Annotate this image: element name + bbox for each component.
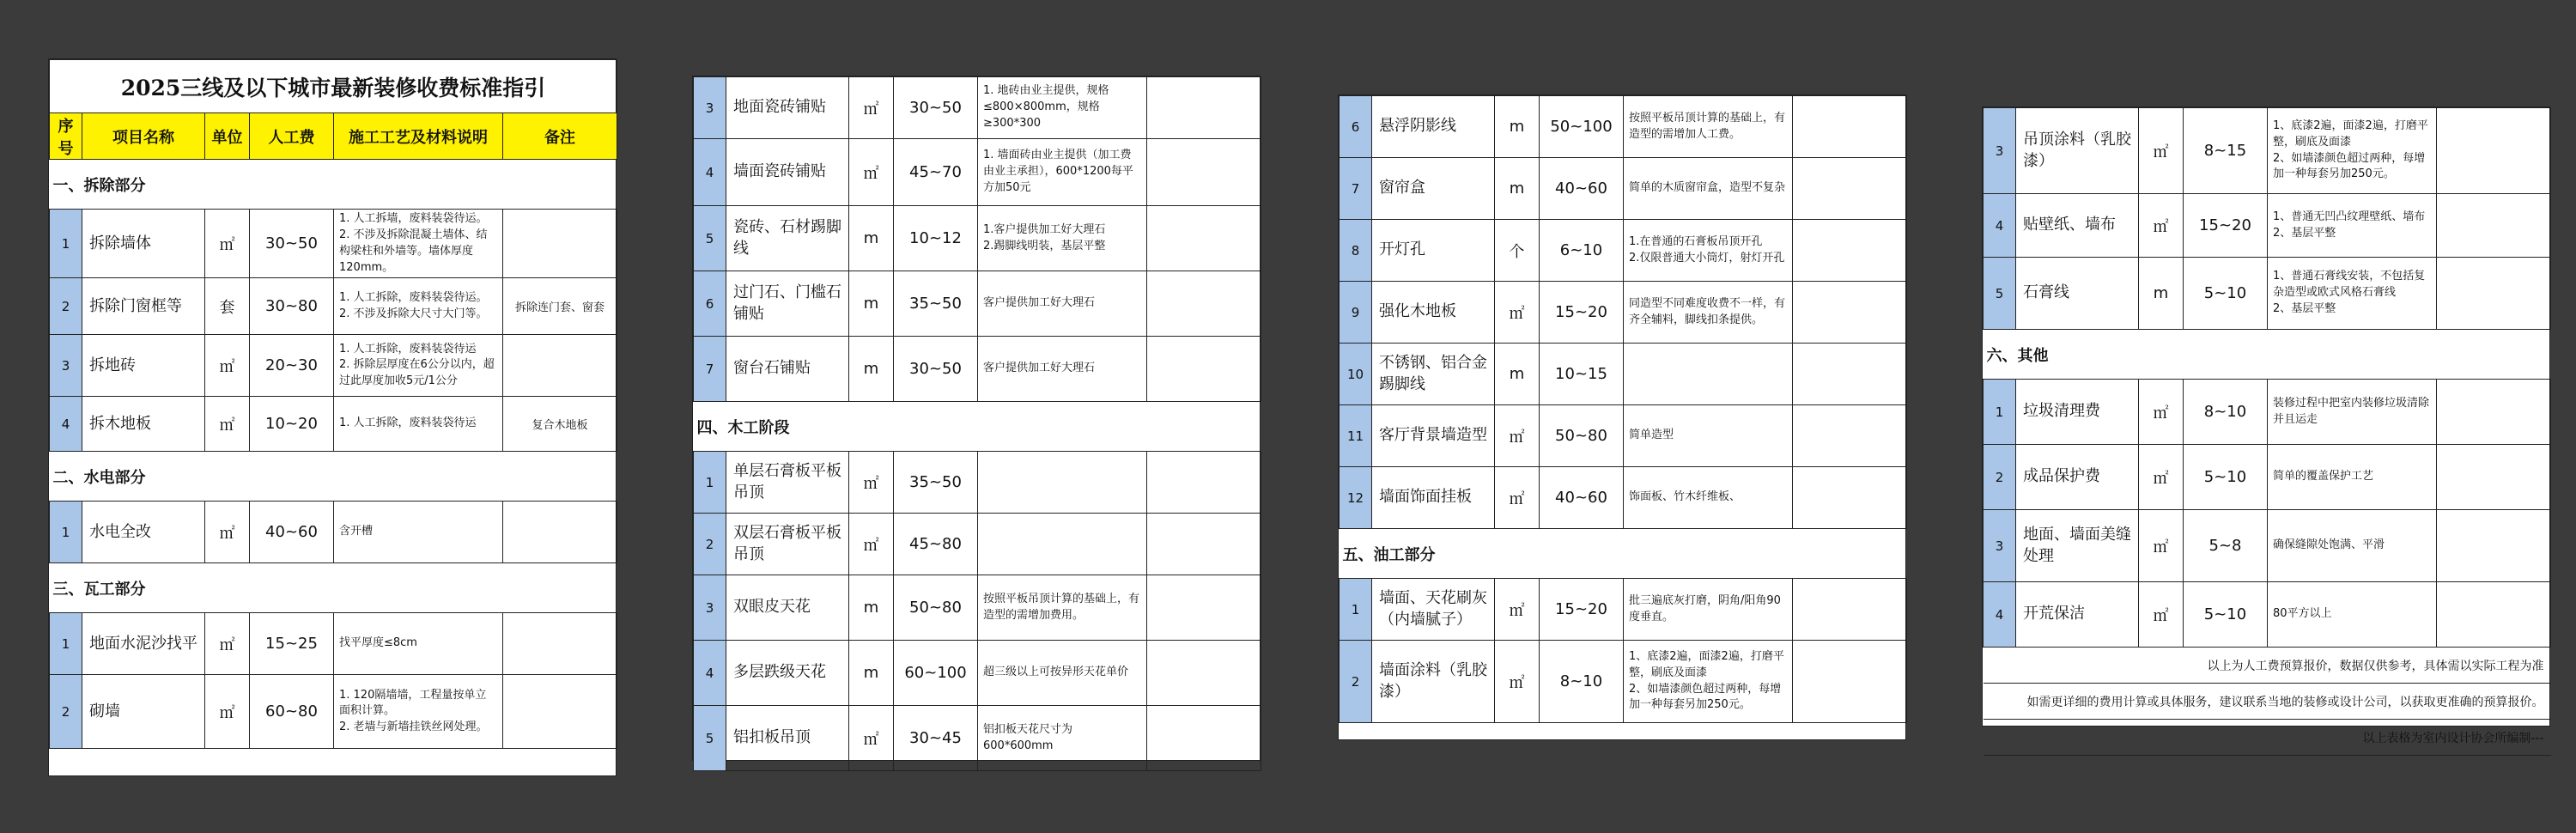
section-title: 一、拆除部分	[50, 160, 617, 210]
row-number: 10	[1340, 344, 1372, 405]
labor-cost: 20~30	[250, 335, 334, 397]
item-name: 开灯孔	[1372, 220, 1495, 282]
item-unit: ㎡	[205, 210, 250, 278]
table-row	[1340, 579, 1907, 641]
item-name: 地面、墙面美缝处理	[2016, 510, 2139, 582]
item-unit: ㎡	[205, 502, 250, 563]
table-row	[50, 502, 617, 563]
item-name: 强化木地板	[1372, 282, 1495, 344]
column-header: 项目名称	[82, 113, 205, 160]
labor-cost: 8~10	[2184, 380, 2268, 445]
labor-cost: 5~10	[2184, 445, 2268, 510]
process-description: 简单的木质窗帘盒，造型不复杂	[1624, 158, 1793, 220]
table-row	[50, 210, 617, 278]
table-row	[694, 514, 1261, 575]
row-number: 4	[50, 397, 82, 452]
labor-cost: 35~50	[894, 271, 978, 337]
remark	[1793, 344, 1907, 405]
item-name: 垃圾清理费	[2016, 380, 2139, 445]
item-unit: ㎡	[849, 514, 894, 575]
item-unit: 个	[1495, 220, 1540, 282]
process-description: 确保缝隙处饱满、平滑	[2268, 510, 2437, 582]
labor-cost: 8~10	[1540, 641, 1624, 723]
item-name: 水电全改	[82, 502, 205, 563]
item-name: 拆木地板	[82, 397, 205, 452]
labor-cost: 10~12	[894, 206, 978, 271]
remark	[1147, 706, 1261, 771]
row-number: 2	[50, 675, 82, 749]
column-header: 人工费	[250, 113, 334, 160]
item-name: 石膏线	[2016, 258, 2139, 330]
labor-cost: 5~10	[2184, 582, 2268, 648]
remark	[2437, 258, 2551, 330]
row-number: 2	[1984, 445, 2016, 510]
row-number: 3	[1984, 108, 2016, 194]
process-description: 按照平板吊顶计算的基础上，有造型的需增加费用。	[978, 575, 1147, 641]
process-description: 1. 地砖由业主提供，规格≤800×800mm，规格≥300*300	[978, 77, 1147, 139]
labor-cost: 15~25	[250, 613, 334, 675]
row-number: 3	[694, 575, 726, 641]
row-number: 11	[1340, 405, 1372, 467]
item-unit: ㎡	[1495, 641, 1540, 723]
remark	[503, 335, 617, 397]
document-page-1	[48, 58, 617, 776]
remark	[1793, 220, 1907, 282]
item-name: 单层石膏板平板吊顶	[726, 452, 849, 514]
item-name: 双层石膏板平板吊顶	[726, 514, 849, 575]
table-row	[1340, 158, 1907, 220]
remark	[1793, 641, 1907, 723]
remark	[503, 502, 617, 563]
item-name: 铝扣板吊顶	[726, 706, 849, 771]
remark	[2437, 510, 2551, 582]
item-name: 过门石、门槛石铺贴	[726, 271, 849, 337]
item-name: 吊顶涂料（乳胶漆）	[2016, 108, 2139, 194]
item-unit: ㎡	[2139, 582, 2184, 648]
row-number: 7	[694, 337, 726, 402]
section-header-row	[50, 563, 617, 613]
labor-cost: 15~20	[1540, 579, 1624, 641]
process-description: 1. 墙面砖由业主提供（加工费由业主承担），600*1200每平方加50元	[978, 139, 1147, 206]
item-unit: ㎡	[849, 139, 894, 206]
table-row	[1340, 96, 1907, 158]
document-title: 2025三线及以下城市最新装修收费标准指引	[50, 60, 617, 113]
item-unit: m	[1495, 344, 1540, 405]
remark	[1793, 579, 1907, 641]
remark	[503, 210, 617, 278]
item-unit: m	[1495, 96, 1540, 158]
item-unit: ㎡	[2139, 108, 2184, 194]
row-number: 3	[50, 335, 82, 397]
item-unit: m	[2139, 258, 2184, 330]
footer-note: 如需更详细的费用计算或具体服务，建议联系当地的装修或设计公司，以获取更准确的预算报价。	[1984, 684, 2551, 720]
table-row	[1340, 405, 1907, 467]
section-title: 三、瓦工部分	[50, 563, 617, 613]
item-name: 开荒保洁	[2016, 582, 2139, 648]
footer-row	[1984, 648, 2551, 684]
labor-cost: 50~100	[1540, 96, 1624, 158]
table-row	[50, 397, 617, 452]
price-table-page-4	[1983, 107, 2551, 756]
process-description	[1624, 344, 1793, 405]
labor-cost: 45~70	[894, 139, 978, 206]
item-name: 贴壁纸、墙布	[2016, 194, 2139, 258]
remark	[503, 613, 617, 675]
item-name: 地面水泥沙找平	[82, 613, 205, 675]
labor-cost: 15~20	[2184, 194, 2268, 258]
document-page-2	[692, 76, 1261, 761]
table-row	[50, 278, 617, 335]
row-number: 2	[694, 514, 726, 575]
table-row	[50, 675, 617, 749]
document-page-3	[1338, 94, 1906, 740]
row-number: 12	[1340, 467, 1372, 529]
price-table-page-3	[1339, 95, 1907, 723]
process-description: 1. 人工拆除，废料装袋待运	[334, 397, 503, 452]
process-description: 简单造型	[1624, 405, 1793, 467]
item-unit: ㎡	[1495, 405, 1540, 467]
remark	[1793, 158, 1907, 220]
item-unit: m	[849, 337, 894, 402]
row-number: 6	[694, 271, 726, 337]
item-name: 不锈钢、铝合金踢脚线	[1372, 344, 1495, 405]
process-description: 批三遍底灰打磨，阴角/阳角90度垂直。	[1624, 579, 1793, 641]
footer-note: 以上表格为室内设计协会所编制---	[1984, 720, 2551, 756]
labor-cost: 40~60	[1540, 158, 1624, 220]
row-number: 4	[694, 139, 726, 206]
item-unit: ㎡	[849, 77, 894, 139]
labor-cost: 30~80	[250, 278, 334, 335]
item-name: 墙面涂料（乳胶漆）	[1372, 641, 1495, 723]
header-row	[50, 113, 617, 160]
section-title: 二、水电部分	[50, 452, 617, 502]
item-unit: ㎡	[849, 452, 894, 514]
table-row	[694, 575, 1261, 641]
item-name: 成品保护费	[2016, 445, 2139, 510]
process-description: 1. 人工拆除，废料装袋待运 2. 拆除层厚度在6公分以内，超过此厚度加收5元/1公分	[334, 335, 503, 397]
row-number: 2	[50, 278, 82, 335]
section-title: 四、木工阶段	[694, 402, 1261, 452]
item-unit: ㎡	[205, 397, 250, 452]
table-row	[1984, 108, 2551, 194]
table-row	[1340, 220, 1907, 282]
remark	[1793, 96, 1907, 158]
item-name: 地面瓷砖铺贴	[726, 77, 849, 139]
column-header: 序号	[50, 113, 82, 160]
labor-cost: 40~60	[250, 502, 334, 563]
item-unit: m	[849, 641, 894, 706]
row-number: 3	[1984, 510, 2016, 582]
remark	[2437, 445, 2551, 510]
item-name: 窗台石铺贴	[726, 337, 849, 402]
item-unit: ㎡	[2139, 380, 2184, 445]
process-description: 1、底漆2遍，面漆2遍，打磨平整，刷底及面漆 2、如墙漆颜色超过两种，每增加一种每套另加250元。	[1624, 641, 1793, 723]
item-unit: ㎡	[2139, 510, 2184, 582]
labor-cost: 5~8	[2184, 510, 2268, 582]
table-row	[694, 337, 1261, 402]
row-number: 1	[694, 452, 726, 514]
remark	[1793, 405, 1907, 467]
footer-note: 以上为人工费预算报价，数据仅供参考，具体需以实际工程为准	[1984, 648, 2551, 684]
row-number: 5	[1984, 258, 2016, 330]
item-name: 瓷砖、石材踢脚线	[726, 206, 849, 271]
labor-cost: 10~20	[250, 397, 334, 452]
item-name: 拆地砖	[82, 335, 205, 397]
row-number: 3	[694, 77, 726, 139]
labor-cost: 6~10	[1540, 220, 1624, 282]
item-name: 砌墙	[82, 675, 205, 749]
labor-cost: 30~50	[894, 77, 978, 139]
remark	[1147, 206, 1261, 271]
labor-cost: 5~10	[2184, 258, 2268, 330]
item-unit: ㎡	[1495, 282, 1540, 344]
remark	[1147, 514, 1261, 575]
section-header-row	[694, 402, 1261, 452]
process-description: 铝扣板天花尺寸为600*600mm	[978, 706, 1147, 771]
table-row	[1984, 380, 2551, 445]
row-number: 7	[1340, 158, 1372, 220]
row-number: 1	[1984, 380, 2016, 445]
process-description: 1.客户提供加工好大理石 2.踢脚线明装，基层平整	[978, 206, 1147, 271]
section-header-row	[1984, 330, 2551, 380]
row-number: 2	[1340, 641, 1372, 723]
row-number: 6	[1340, 96, 1372, 158]
section-header-row	[50, 160, 617, 210]
row-number: 1	[50, 210, 82, 278]
table-row	[1340, 641, 1907, 723]
process-description: 超三级以上可按异形天花单价	[978, 641, 1147, 706]
remark	[1147, 337, 1261, 402]
labor-cost: 30~50	[250, 210, 334, 278]
table-row	[1984, 258, 2551, 330]
table-row	[50, 613, 617, 675]
labor-cost: 10~15	[1540, 344, 1624, 405]
item-name: 多层跌级天花	[726, 641, 849, 706]
remark	[1147, 641, 1261, 706]
labor-cost: 8~15	[2184, 108, 2268, 194]
price-table-page-1	[49, 59, 617, 749]
row-number: 5	[694, 706, 726, 771]
item-unit: ㎡	[1495, 579, 1540, 641]
labor-cost: 60~80	[250, 675, 334, 749]
table-row	[694, 271, 1261, 337]
row-number: 4	[1984, 582, 2016, 648]
table-row	[1340, 282, 1907, 344]
table-row	[1340, 344, 1907, 405]
item-unit: ㎡	[849, 706, 894, 771]
column-header: 备注	[503, 113, 617, 160]
remark	[2437, 380, 2551, 445]
footer-row	[1984, 720, 2551, 756]
labor-cost: 35~50	[894, 452, 978, 514]
item-unit: m	[849, 206, 894, 271]
row-number: 4	[694, 641, 726, 706]
item-unit: ㎡	[205, 335, 250, 397]
remark	[2437, 194, 2551, 258]
item-name: 拆除墙体	[82, 210, 205, 278]
table-row	[1984, 510, 2551, 582]
remark	[1147, 452, 1261, 514]
row-number: 5	[694, 206, 726, 271]
process-description: 客户提供加工好大理石	[978, 337, 1147, 402]
column-header: 单位	[205, 113, 250, 160]
item-name: 墙面瓷砖铺贴	[726, 139, 849, 206]
process-description: 1. 人工拆除，废料装袋待运。 2. 不涉及拆除大尺寸大门等。	[334, 278, 503, 335]
title-row	[50, 60, 617, 113]
section-title: 五、油工部分	[1340, 529, 1907, 579]
section-header-row	[50, 452, 617, 502]
process-description	[978, 514, 1147, 575]
footer-row	[1984, 684, 2551, 720]
item-name: 窗帘盒	[1372, 158, 1495, 220]
column-header: 施工工艺及材料说明	[334, 113, 503, 160]
price-table-page-2	[693, 76, 1261, 771]
labor-cost: 50~80	[894, 575, 978, 641]
table-row	[694, 452, 1261, 514]
table-row	[694, 706, 1261, 771]
process-description: 1. 120隔墙墙，工程量按单立面积计算。 2. 老墙与新墙挂铁丝网处理。	[334, 675, 503, 749]
remark	[2437, 582, 2551, 648]
item-unit: 套	[205, 278, 250, 335]
item-name: 墙面、天花刷灰（内墙腻子）	[1372, 579, 1495, 641]
table-row	[694, 139, 1261, 206]
process-description: 1、底漆2遍，面漆2遍，打磨平整，刷底及面漆 2、如墙漆颜色超过两种，每增加一种每套另加250元。	[2268, 108, 2437, 194]
table-row	[694, 77, 1261, 139]
row-number: 8	[1340, 220, 1372, 282]
labor-cost: 45~80	[894, 514, 978, 575]
item-name: 客厅背景墙造型	[1372, 405, 1495, 467]
labor-cost: 60~100	[894, 641, 978, 706]
item-unit: ㎡	[1495, 467, 1540, 529]
remark	[1793, 282, 1907, 344]
process-description: 装修过程中把室内装修垃圾清除并且运走	[2268, 380, 2437, 445]
remark	[1147, 77, 1261, 139]
item-name: 双眼皮天花	[726, 575, 849, 641]
row-number: 9	[1340, 282, 1372, 344]
process-description: 1. 人工拆墙，废料装袋待运。 2. 不涉及拆除混凝土墙体、结构梁柱和外墙等。墙体厚度120mm。	[334, 210, 503, 278]
remark	[1147, 575, 1261, 641]
row-number: 1	[1340, 579, 1372, 641]
process-description: 1、普通石膏线安装，不包括复杂造型或欧式风格石膏线 2、基层平整	[2268, 258, 2437, 330]
labor-cost: 30~50	[894, 337, 978, 402]
table-row	[694, 206, 1261, 271]
process-description: 简单的覆盖保护工艺	[2268, 445, 2437, 510]
table-row	[1984, 582, 2551, 648]
labor-cost: 15~20	[1540, 282, 1624, 344]
item-name: 拆除门窗框等	[82, 278, 205, 335]
section-header-row	[1340, 529, 1907, 579]
process-description: 找平厚度≤8cm	[334, 613, 503, 675]
row-number: 4	[1984, 194, 2016, 258]
process-description: 同造型不同难度收费不一样，有齐全辅料，脚线扣条提供。	[1624, 282, 1793, 344]
process-description: 饰面板、竹木纤维板、	[1624, 467, 1793, 529]
row-number: 1	[50, 502, 82, 563]
item-unit: ㎡	[205, 675, 250, 749]
item-unit: m	[849, 271, 894, 337]
item-unit: m	[849, 575, 894, 641]
remark	[1147, 271, 1261, 337]
item-unit: ㎡	[205, 613, 250, 675]
item-name: 墙面饰面挂板	[1372, 467, 1495, 529]
document-page-4	[1982, 106, 2550, 745]
remark	[1793, 467, 1907, 529]
process-description	[978, 452, 1147, 514]
table-row	[1984, 445, 2551, 510]
table-row	[50, 335, 617, 397]
process-description: 按照平板吊顶计算的基础上，有造型的需增加人工费。	[1624, 96, 1793, 158]
remark	[503, 675, 617, 749]
table-row	[694, 641, 1261, 706]
item-unit: m	[1495, 158, 1540, 220]
item-name: 悬浮阴影线	[1372, 96, 1495, 158]
table-row	[1984, 194, 2551, 258]
process-description: 1、普通无凹凸纹理壁纸、墙布 2、基层平整	[2268, 194, 2437, 258]
labor-cost: 50~80	[1540, 405, 1624, 467]
table-row	[1340, 467, 1907, 529]
process-description: 1.在普通的石膏板吊顶开孔 2.仅限普通大小筒灯，射灯开孔	[1624, 220, 1793, 282]
section-title: 六、其他	[1984, 330, 2551, 380]
remark: 复合木地板	[503, 397, 617, 452]
process-description: 客户提供加工好大理石	[978, 271, 1147, 337]
process-description: 含开槽	[334, 502, 503, 563]
item-unit: ㎡	[2139, 445, 2184, 510]
remark	[2437, 108, 2551, 194]
labor-cost: 40~60	[1540, 467, 1624, 529]
row-number: 1	[50, 613, 82, 675]
labor-cost: 30~45	[894, 706, 978, 771]
remark: 拆除连门套、窗套	[503, 278, 617, 335]
item-unit: ㎡	[2139, 194, 2184, 258]
remark	[1147, 139, 1261, 206]
process-description: 80平方以上	[2268, 582, 2437, 648]
